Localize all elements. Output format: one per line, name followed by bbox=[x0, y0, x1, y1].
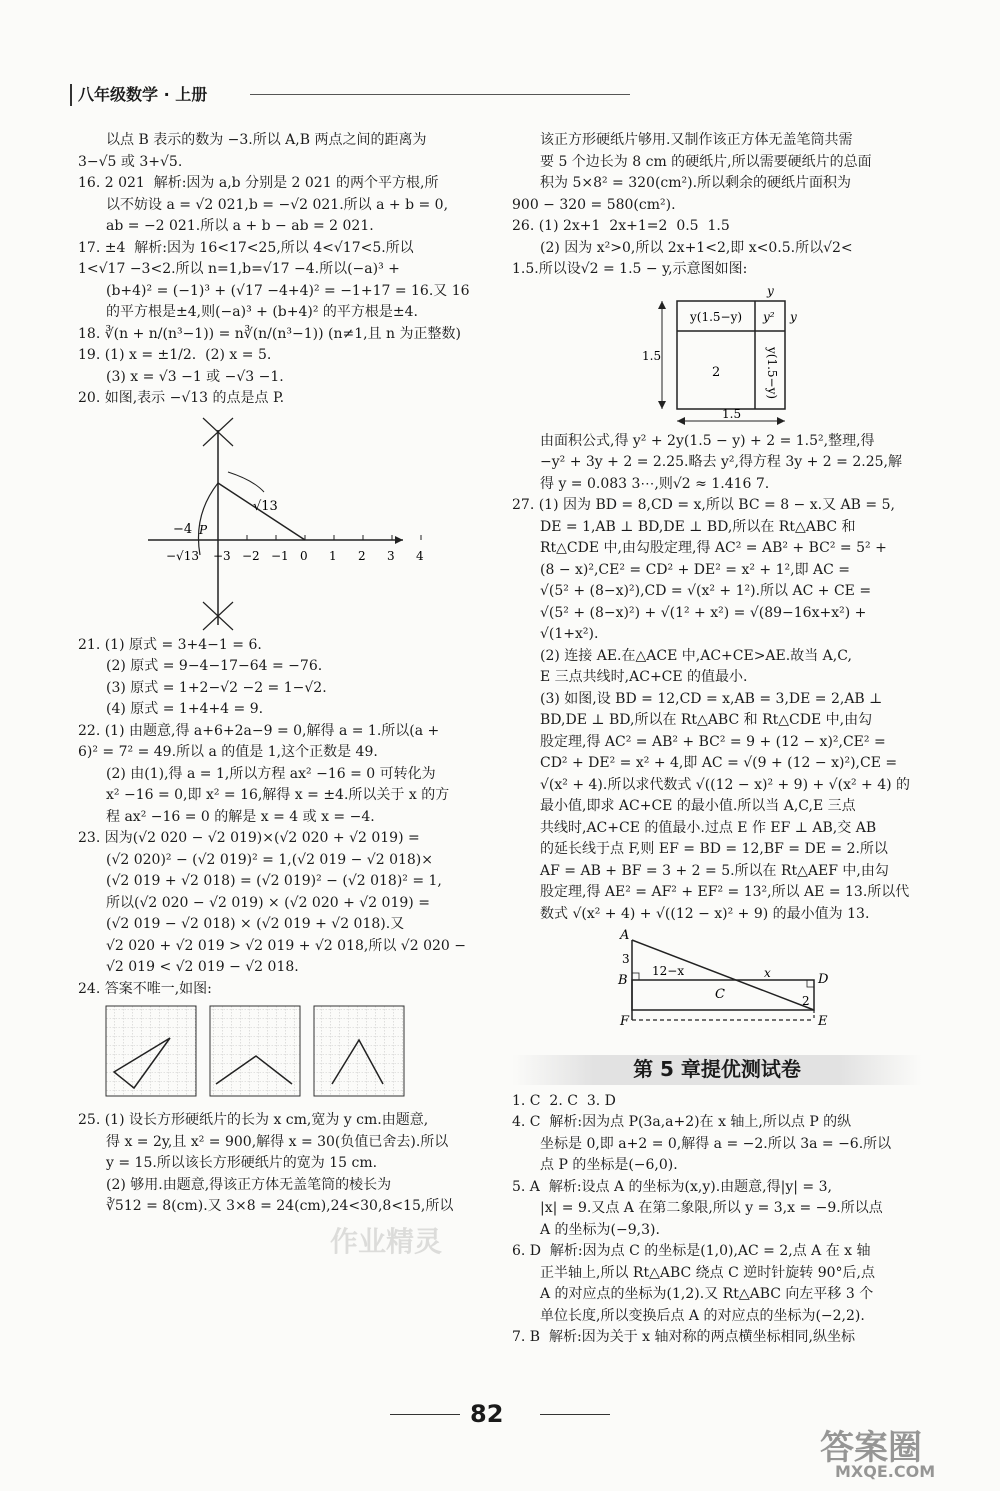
text-line: (2) 够用.由题意,得该正方体无盖笔筒的棱长为 bbox=[106, 1176, 392, 1193]
text-line: AF = AB + BF = 3 + 2 = 5.所以在 Rt△AEF 中,由勾 bbox=[540, 862, 889, 879]
area-y-1.5-y-top: y(1.5−y) bbox=[690, 309, 743, 324]
text-line: DE = 1,AB ⊥ BD,DE ⊥ BD,所以在 Rt△ABC 和 bbox=[540, 518, 856, 535]
point-E: E bbox=[818, 1014, 828, 1029]
text-line: 所以(√2 020 − √2 019) × (√2 020 + √2 019) = bbox=[106, 894, 430, 911]
chapter-title: 第 5 章提优测试卷 bbox=[512, 1055, 922, 1085]
text-line: |x| = 9.又点 A 在第二象限,所以 y = 3,x = −9.所以点 bbox=[540, 1200, 883, 1216]
label-DE-2: 2 bbox=[802, 994, 810, 1008]
point-B: B bbox=[618, 973, 628, 988]
text-line: BD,DE ⊥ BD,所以在 Rt△ABC 和 Rt△CDE 中,由勾 bbox=[540, 712, 873, 728]
page-number: 82 bbox=[470, 1400, 504, 1428]
text-line: Rt△CDE 中,由勾股定理,得 AC² = AB² + BC² = 5² + bbox=[540, 540, 887, 556]
tick-label: 2 bbox=[358, 548, 366, 563]
text-line: 19. (1) x = ±1/2. (2) x = 5. bbox=[78, 347, 272, 363]
label-AB-3: 3 bbox=[622, 952, 630, 966]
left-column bbox=[78, 130, 488, 1218]
text-line: 数式 √(x² + 4) + √((12 − x)² + 9) 的最小值为 13. bbox=[540, 905, 870, 922]
text-line: √(5² + (8−x)²),CD = √(x² + 1²).所以 AC + CE = bbox=[540, 583, 872, 599]
text-line: 900 − 320 = 580(cm²). bbox=[512, 196, 676, 213]
figure-27-triangles bbox=[512, 925, 922, 1045]
page-header: 八年级数学 · 上册 bbox=[78, 85, 208, 104]
text-line: 以点 B 表示的数为 −3.所以 A,B 两点之间的距离为 bbox=[106, 132, 427, 148]
text-line: 以不妨设 a = √2 021,b = −√2 021.所以 a + b = 0, bbox=[106, 196, 449, 213]
text-line: √2 020 + √2 019 > √2 019 + √2 018,所以 √2 020 − bbox=[106, 937, 466, 954]
text-line: 正半轴上,所以 Rt△ABC 绕点 C 逆时针旋转 90°后,点 bbox=[540, 1264, 875, 1281]
text-line: 由面积公式,得 y² + 2y(1.5 − y) + 2 = 1.5²,整理,得 bbox=[540, 432, 875, 449]
point-D: D bbox=[818, 972, 829, 987]
watermark-text: 作业精灵 bbox=[330, 1225, 443, 1258]
text-line: √(5² + (8−x)²) + √(1² + x²) = √(89−16x+x²) + √(1+x²). bbox=[540, 604, 871, 642]
text-line: ab = −2 021.所以 a + b − ab = 2 021. bbox=[106, 218, 374, 234]
label-y-right: y bbox=[790, 309, 797, 324]
text-line: 1<√17 −3<2.所以 n=1,b=√17 −4.所以(−a)³ + bbox=[78, 261, 400, 277]
figure-26-square bbox=[512, 281, 922, 431]
point-A: A bbox=[620, 928, 630, 943]
text-line: ∛512 = 8(cm).又 3×8 = 24(cm),24<30,8<15,所以 bbox=[106, 1198, 454, 1214]
text-line: 22. (1) 由题意,得 a+6+2a−9 = 0,解得 a = 1.所以(a + bbox=[78, 722, 440, 739]
text-line: (2) 由(1),得 a = 1,所以方程 ax² −16 = 0 可转化为 bbox=[106, 765, 436, 782]
watermark-url: MXQE.COM bbox=[835, 1462, 936, 1481]
text-line: 17. ±4 解析:因为 16<17<25,所以 4<√17<5.所以 bbox=[78, 239, 414, 256]
text-line: 7. B 解析:因为关于 x 轴对称的两点横坐标相同,纵坐标 bbox=[512, 1329, 855, 1345]
text-line: 21. (1) 原式 = 3+4−1 = 6. bbox=[78, 636, 262, 653]
text-line: 23. 因为(√2 020 − √2 019)×(√2 020 + √2 019) = bbox=[78, 830, 420, 846]
number-line-arrow bbox=[395, 536, 403, 544]
label-BC-12-x: 12−x bbox=[652, 964, 685, 978]
area-y-squared: y² bbox=[763, 309, 775, 324]
label-minus4: −4 bbox=[173, 521, 193, 537]
compass-arc bbox=[198, 483, 218, 555]
tick-label: −3 bbox=[213, 548, 231, 563]
text-line: (3) x = √3 −1 或 −√3 −1. bbox=[106, 368, 284, 385]
label-bottom-1.5: 1.5 bbox=[722, 406, 742, 421]
point-F: F bbox=[620, 1014, 630, 1029]
text-line: 得 y = 0.083 3⋯,则√2 ≈ 1.416 7. bbox=[540, 475, 770, 492]
text-line: 3−√5 或 3+√5. bbox=[78, 153, 183, 170]
text-line: 24. 答案不唯一,如图: bbox=[78, 980, 212, 997]
text-line: 单位长度,所以变换后点 A 的对应点的坐标为(−2,2). bbox=[540, 1307, 865, 1324]
label-sqrt13: √13 bbox=[253, 498, 278, 514]
text-line: (8 − x)²,CE² = CD² + DE² = x² + 1²,即 AC = bbox=[540, 561, 851, 578]
figure-24-grids bbox=[78, 1000, 488, 1110]
label-P: P bbox=[199, 522, 208, 537]
text-line: E 三点共线时,AC+CE 的值最小. bbox=[540, 669, 748, 685]
text-line: A 的对应点的坐标为(1,2).又 Rt△ABC 向左平移 3 个 bbox=[540, 1286, 874, 1302]
text-line: A 的坐标为(−9,3). bbox=[540, 1221, 660, 1238]
text-line: x² −16 = 0,即 x² = 16,解得 x = ±4.所以关于 x 的方 bbox=[106, 787, 450, 803]
text-line: 积为 5×8² = 320(cm²).所以剩余的硬纸片面积为 bbox=[540, 175, 852, 191]
right-column bbox=[512, 130, 922, 1349]
text-line: 4. C 解析:因为点 P(3a,a+2)在 x 轴上,所以点 P 的纵 bbox=[512, 1114, 852, 1130]
grid-1 bbox=[106, 1006, 196, 1096]
point-C: C bbox=[715, 987, 725, 1002]
tick-label: 4 bbox=[416, 548, 424, 563]
text-line: √2 019 < √2 019 − √2 018. bbox=[106, 959, 299, 975]
text-line: (√2 019 + √2 018) = (√2 019)² − (√2 018)² = 1, bbox=[106, 873, 442, 889]
text-line: (√2 020)² − (√2 019)² = 1,(√2 019 − √2 018)× bbox=[106, 851, 433, 868]
text-line: 股定理,得 AE² = AF² + EF² = 13²,所以 AE = 13.所以代 bbox=[540, 884, 910, 900]
text-line: 18. ∛(n + n/(n³−1)) = n∛(n/(n³−1)) (n≠1,且 n 为正整数) bbox=[78, 325, 461, 342]
figure-20-number-line bbox=[78, 410, 488, 635]
text-line: 20. 如图,表示 −√13 的点是点 P. bbox=[78, 390, 285, 406]
text-line: 的延长线于点 F,则 EF = BD = 12,BF = DE = 2.所以 bbox=[540, 841, 888, 857]
text-line: (2) 连接 AE.在△ACE 中,AC+CE>AE.故当 A,C, bbox=[540, 647, 852, 664]
tick-label: 3 bbox=[387, 548, 395, 563]
text-line: (3) 如图,设 BD = 12,CD = x,AB = 3,DE = 2,AB ⊥ bbox=[540, 690, 883, 707]
tick-label: 0 bbox=[300, 548, 308, 563]
grid-3 bbox=[314, 1006, 404, 1096]
text-line: 点 P 的坐标是(−6,0). bbox=[540, 1157, 678, 1173]
text-line: (√2 019 − √2 018) × (√2 019 + √2 018).又 bbox=[106, 916, 405, 932]
text-line: 最小值,即求 AC+CE 的最小值.所以当 A,C,E 三点 bbox=[540, 798, 856, 814]
header-rule bbox=[250, 94, 630, 95]
text-line: 共线时,AC+CE 的值最小.过点 E 作 EF ⊥ AB,交 AB bbox=[540, 819, 877, 836]
header-bar bbox=[70, 84, 75, 106]
label-y-top: y bbox=[767, 283, 774, 298]
text-line: 16. 2 021 解析:因为 a,b 分别是 2 021 的两个平方根,所 bbox=[78, 175, 439, 191]
text-line: √(x² + 4).所以求代数式 √((12 − x)² + 9) + √(x² + 4) 的 bbox=[540, 776, 911, 793]
text-line: 程 ax² −16 = 0 的解是 x = 4 或 x = −4. bbox=[106, 808, 375, 825]
text-line: 5. A 解析:设点 A 的坐标为(x,y).由题意,得|y| = 3, bbox=[512, 1178, 832, 1195]
watermark-logo: 答案圈 bbox=[820, 1428, 922, 1468]
text-line: 得 x = 2y,且 x² = 900,解得 x = 30(负值已舍去).所以 bbox=[106, 1133, 449, 1150]
text-line: (2) 原式 = 9−4−17−64 = −76. bbox=[106, 658, 323, 674]
tick-label: −2 bbox=[242, 548, 260, 563]
text-line: y = 15.所以该长方形硬纸片的宽为 15 cm. bbox=[106, 1155, 378, 1171]
tick-label: −1 bbox=[271, 548, 289, 563]
label-neg-sqrt13: −√13 bbox=[166, 548, 199, 563]
text-line: (4) 原式 = 1+4+4 = 9. bbox=[106, 701, 264, 717]
text-line: 1. C 2. C 3. D bbox=[512, 1092, 616, 1109]
text-line: −y² + 3y + 2 = 2.25.略去 y²,得方程 3y + 2 = 2.25,解 bbox=[540, 454, 902, 470]
page-number-rule-right bbox=[540, 1414, 610, 1415]
area-2: 2 bbox=[712, 364, 721, 380]
text-line: 27. (1) 因为 BD = 8,CD = x,所以 BC = 8 − x.又 AB = 5, bbox=[512, 497, 895, 513]
text-line: 26. (1) 2x+1 2x+1=2 0.5 1.5 bbox=[512, 218, 730, 234]
text-line: 6)² = 7² = 49.所以 a 的值是 1,这个正数是 49. bbox=[78, 744, 378, 760]
text-line: 该正方形硬纸片够用.又制作该正方体无盖笔筒共需 bbox=[540, 132, 853, 148]
text-line: 要 5 个边长为 8 cm 的硬纸片,所以需要硬纸片的总面 bbox=[540, 153, 872, 170]
text-line: CD² + DE² = x² + 4,即 AC = √(9 + (12 − x)²),CE = bbox=[540, 755, 898, 771]
text-line: 6. D 解析:因为点 C 的坐标是(1,0),AC = 2,点 A 在 x 轴 bbox=[512, 1243, 871, 1259]
label-left-1.5: 1.5 bbox=[642, 348, 662, 363]
text-line: (b+4)² = (−1)³ + (√17 −4+4)² = −1+17 = 16.又 16 bbox=[106, 282, 470, 299]
text-line: 1.5.所以设√2 = 1.5 − y,示意图如图: bbox=[512, 261, 748, 277]
page-number-rule-left bbox=[390, 1414, 460, 1415]
area-y-1.5-y-side: y(1.5−y) bbox=[765, 346, 779, 399]
text-line: 股定理,得 AC² = AB² + BC² = 9 + (12 − x)²,CE² = bbox=[540, 733, 886, 750]
text-line: (3) 原式 = 1+2−√2 −2 = 1−√2. bbox=[106, 679, 327, 696]
text-line: 坐标是 0,即 a+2 = 0,解得 a = −2.所以 3a = −6.所以 bbox=[540, 1135, 892, 1152]
grid-2 bbox=[210, 1006, 300, 1096]
text-line: (2) 因为 x²>0,所以 2x+1<2,即 x<0.5.所以√2< bbox=[540, 239, 853, 256]
tick-label: 1 bbox=[329, 548, 337, 563]
text-line: 25. (1) 设长方形硬纸片的长为 x cm,宽为 y cm.由题意, bbox=[78, 1112, 429, 1128]
label-CD-x: x bbox=[764, 966, 771, 980]
text-line: 的平方根是±4,则(−a)³ + (b+4)² 的平方根是±4. bbox=[106, 304, 419, 320]
